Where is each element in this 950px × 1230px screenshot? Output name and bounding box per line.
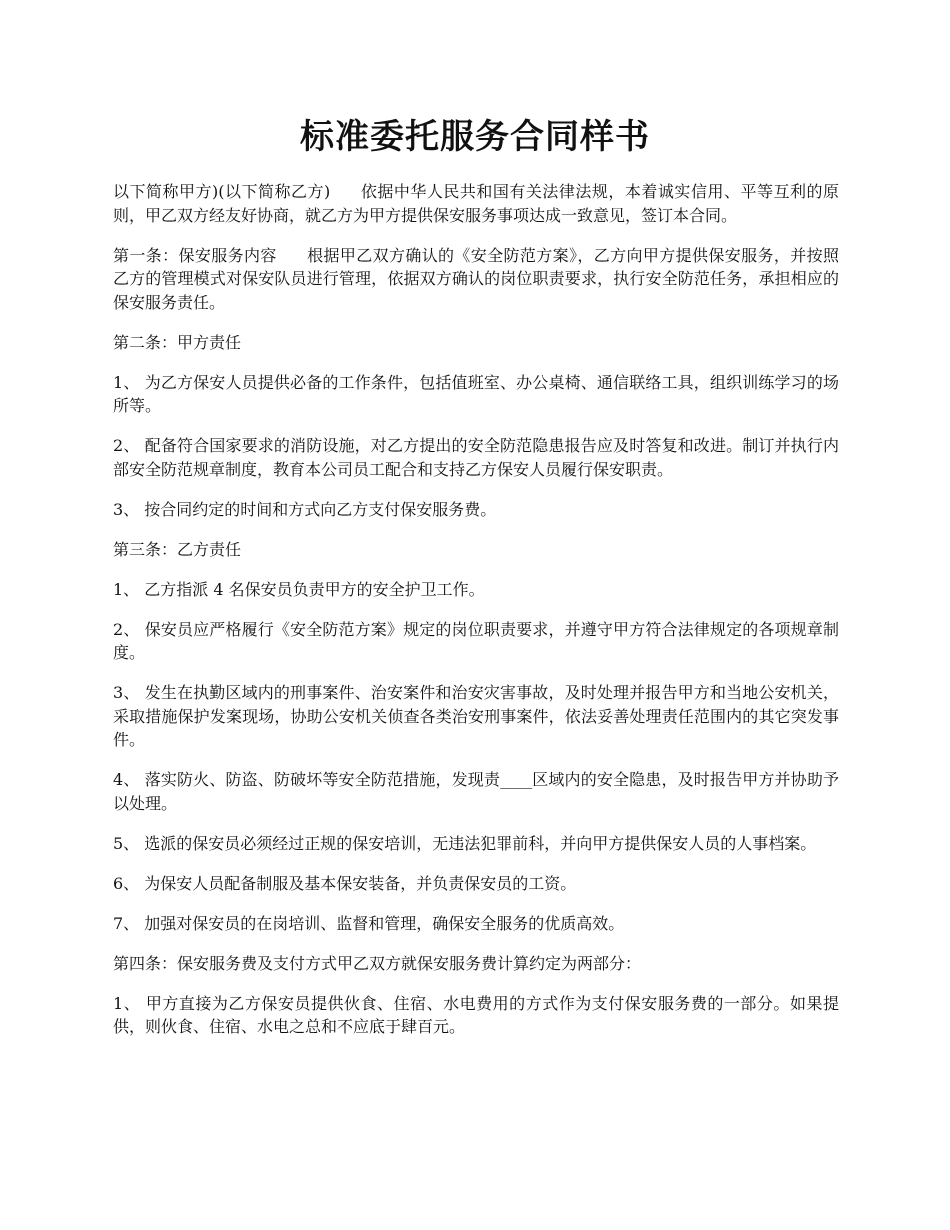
- paragraph-text: 依据中华人民共和国有关法律法规，本着诚实信用、平等互利的原则，甲乙双方经友好协商，就乙方为甲方提供保安服务事项达成一致意见，签订本合同。: [113, 182, 839, 225]
- list-item: 7、 加强对保安员的在岗培训、监督和管理，确保安全服务的优质高效。: [113, 913, 625, 933]
- document-title: 标准委托服务合同样书: [300, 117, 650, 157]
- list-item: 5、 选派的保安员必须经过正规的保安培训，无违法犯罪前科，并向甲方提供保安人员的人事档案。: [113, 833, 817, 853]
- list-item: 4、 落实防火、防盗、防破坏等安全防范措施，发现责____区域内的安全隐患，及时报告甲方并协助予以处理。: [113, 770, 839, 813]
- list-item: 3、 发生在执勤区域内的刑事案件、治安案件和治安灾害事故，及时处理并报告甲方和当地公安机关，采取措施保护发案现场，协助公安机关侦查各类治安刑事案件，依法妥善处理责任范围内的其它突发事件。: [113, 683, 839, 749]
- paragraph-lead: 以下简称甲方)(以下简称乙方): [113, 182, 331, 201]
- list-item: 3、 按合同约定的时间和方式向乙方支付保安服务费。: [113, 499, 497, 519]
- list-item: 1、 甲方直接为乙方保安员提供伙食、住宿、水电费用的方式作为支付保安服务费的一部分。如果提供，则伙食、住宿、水电之总和不应底于肆百元。: [113, 993, 839, 1036]
- list-item: 1、 乙方指派 4 名保安员负责甲方的安全护卫工作。: [113, 579, 485, 599]
- document-body: [113, 180, 839, 1055]
- paragraph-preamble: [113, 180, 839, 227]
- list-item: 2、 保安员应严格履行《安全防范方案》规定的岗位职责要求，并遵守甲方符合法律规定的各项规章制度。: [113, 619, 839, 662]
- section-heading: 第四条：保安服务费及支付方式甲乙双方就保安服务费计算约定为两部分：: [113, 953, 642, 973]
- section-heading: 第二条：甲方责任: [113, 332, 242, 352]
- list-item: 6、 为保安人员配备制服及基本保安装备，并负责保安员的工资。: [113, 873, 577, 893]
- paragraph-article-1: [113, 244, 839, 315]
- paragraph-lead: 第一条：保安服务内容: [113, 245, 277, 265]
- list-item: 1、 为乙方保安人员提供必备的工作条件，包括值班室、办公桌椅、通信联络工具，组织训练学习的场所等。: [113, 372, 839, 415]
- list-item: 2、 配备符合国家要求的消防设施，对乙方提出的安全防范隐患报告应及时答复和改进。制订并执行内部安全防范规章制度，教育本公司员工配合和支持乙方保安人员履行保安职责。: [113, 436, 839, 479]
- section-heading: 第三条：乙方责任: [113, 539, 242, 559]
- paragraph-text: 根据甲乙双方确认的《安全防范方案》，乙方向甲方提供保安服务，并按照乙方的管理模式对保安队员进行管理，依据双方确认的岗位职责要求，执行安全防范任务，承担相应的保安服务责任。: [113, 245, 839, 312]
